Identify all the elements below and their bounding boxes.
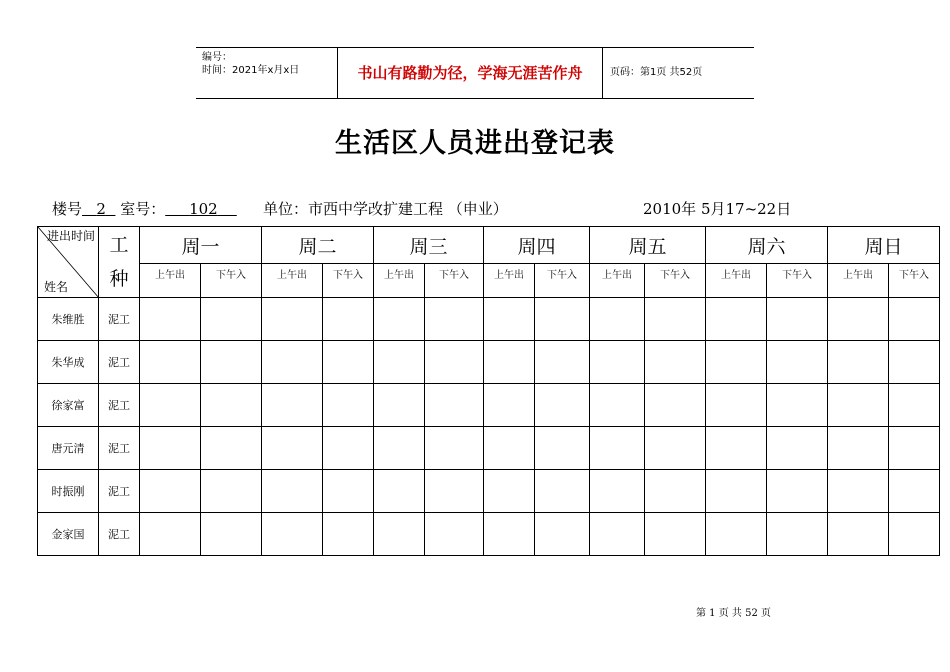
entry-cell[interactable] (828, 470, 889, 513)
worker-name: 金家国 (38, 513, 99, 556)
building-value: 2 (96, 200, 106, 218)
header-meta (196, 48, 338, 98)
entry-cell[interactable] (889, 427, 940, 470)
entry-cell[interactable] (645, 427, 706, 470)
building-label: 楼号 (52, 200, 83, 218)
table-row (38, 341, 940, 384)
sub-header-in: 下午入 (425, 264, 484, 298)
worker-job: 泥工 (99, 384, 140, 427)
entry-cell[interactable] (484, 427, 535, 470)
entry-cell[interactable] (262, 513, 323, 556)
code-label: 编号： (202, 52, 232, 63)
entry-cell[interactable] (706, 470, 767, 513)
worker-name: 朱维胜 (38, 298, 99, 341)
entry-cell[interactable] (374, 427, 425, 470)
entry-cell[interactable] (323, 384, 374, 427)
entry-cell[interactable] (590, 427, 645, 470)
entry-cell[interactable] (262, 470, 323, 513)
sub-header-in: 下午入 (645, 264, 706, 298)
entry-cell[interactable] (535, 341, 590, 384)
entry-cell[interactable] (425, 513, 484, 556)
entry-cell[interactable] (767, 298, 828, 341)
entry-cell[interactable] (262, 427, 323, 470)
entry-cell[interactable] (425, 427, 484, 470)
sub-header-out: 上午出 (484, 264, 535, 298)
table-row (38, 470, 940, 513)
entry-cell[interactable] (767, 427, 828, 470)
day-header: 周六 (706, 227, 828, 264)
entry-cell[interactable] (201, 470, 262, 513)
day-header: 周四 (484, 227, 590, 264)
motto: 书山有路勤为径，学海无涯苦作舟 (338, 48, 603, 98)
corner-top-label: 进出时间 (46, 229, 95, 243)
entry-cell[interactable] (706, 513, 767, 556)
job-header-label: 工种 (109, 234, 129, 290)
entry-cell[interactable] (590, 298, 645, 341)
entry-cell[interactable] (374, 513, 425, 556)
date-range: 2010年 5月17~22日 (643, 200, 792, 218)
sub-header-in: 下午入 (323, 264, 374, 298)
sub-header-in: 下午入 (201, 264, 262, 298)
worker-job: 泥工 (99, 427, 140, 470)
entry-cell[interactable] (645, 341, 706, 384)
entry-cell[interactable] (374, 470, 425, 513)
entry-cell[interactable] (535, 298, 590, 341)
entry-cell[interactable] (706, 341, 767, 384)
corner-header-cell (38, 227, 99, 298)
table-row (38, 513, 940, 556)
entry-cell[interactable] (484, 341, 535, 384)
entry-cell[interactable] (767, 513, 828, 556)
entry-cell[interactable] (201, 513, 262, 556)
worker-name: 朱华成 (38, 341, 99, 384)
entry-cell[interactable] (706, 384, 767, 427)
entry-cell[interactable] (706, 298, 767, 341)
entry-cell[interactable] (262, 298, 323, 341)
entry-cell[interactable] (374, 384, 425, 427)
entry-cell[interactable] (484, 298, 535, 341)
entry-cell[interactable] (535, 470, 590, 513)
worker-name: 时振刚 (38, 470, 99, 513)
sub-header-out: 上午出 (374, 264, 425, 298)
entry-cell[interactable] (889, 341, 940, 384)
entry-cell[interactable] (590, 513, 645, 556)
entry-cell[interactable] (535, 513, 590, 556)
day-header: 周一 (140, 227, 262, 264)
entry-cell[interactable] (590, 384, 645, 427)
building-info (52, 198, 237, 219)
entry-cell[interactable] (374, 298, 425, 341)
document-header (196, 47, 754, 99)
entry-cell[interactable] (889, 513, 940, 556)
entry-cell[interactable] (484, 384, 535, 427)
sub-header-out: 上午出 (590, 264, 645, 298)
entry-cell[interactable] (828, 384, 889, 427)
entry-cell[interactable] (201, 427, 262, 470)
entry-cell[interactable] (706, 427, 767, 470)
entry-cell[interactable] (889, 470, 940, 513)
entry-cell[interactable] (374, 341, 425, 384)
day-header: 周五 (590, 227, 706, 264)
entry-cell[interactable] (767, 384, 828, 427)
entry-cell[interactable] (828, 513, 889, 556)
entry-cell[interactable] (828, 298, 889, 341)
sub-header-out: 上午出 (706, 264, 767, 298)
entry-cell[interactable] (645, 384, 706, 427)
entry-cell[interactable] (323, 427, 374, 470)
entry-cell[interactable] (425, 341, 484, 384)
entry-cell[interactable] (262, 384, 323, 427)
worker-name: 徐家富 (38, 384, 99, 427)
page-label: 页码：第1页 共52页 (610, 67, 703, 78)
entry-cell[interactable] (425, 470, 484, 513)
entry-cell[interactable] (201, 384, 262, 427)
entry-cell[interactable] (767, 470, 828, 513)
entry-cell[interactable] (828, 427, 889, 470)
register-table (37, 226, 940, 556)
entry-cell[interactable] (645, 513, 706, 556)
sub-header-in: 下午入 (889, 264, 940, 298)
worker-job: 泥工 (99, 513, 140, 556)
table-row (38, 298, 940, 341)
day-header: 周日 (828, 227, 940, 264)
worker-name: 唐元清 (38, 427, 99, 470)
entry-cell[interactable] (590, 470, 645, 513)
entry-cell[interactable] (140, 384, 201, 427)
worker-job: 泥工 (99, 298, 140, 341)
entry-cell[interactable] (645, 470, 706, 513)
time-label: 时间：2021年x月x日 (202, 65, 300, 76)
entry-cell[interactable] (590, 341, 645, 384)
entry-cell[interactable] (425, 298, 484, 341)
entry-cell[interactable] (828, 341, 889, 384)
unit-info: 单位：市西中学改扩建工程 （申业） (263, 200, 508, 218)
entry-cell[interactable] (323, 470, 374, 513)
room-value: 102 (189, 200, 218, 218)
entry-cell[interactable] (889, 384, 940, 427)
table-body (38, 298, 940, 556)
sub-header-out: 上午出 (140, 264, 201, 298)
sub-header-out: 上午出 (262, 264, 323, 298)
entry-cell[interactable] (201, 341, 262, 384)
table-row (38, 384, 940, 427)
job-header (99, 227, 140, 298)
entry-cell[interactable] (535, 384, 590, 427)
entry-cell[interactable] (323, 513, 374, 556)
entry-cell[interactable] (140, 470, 201, 513)
sub-header-out: 上午出 (828, 264, 889, 298)
entry-cell[interactable] (201, 298, 262, 341)
table-row (38, 427, 940, 470)
entry-cell[interactable] (645, 298, 706, 341)
sub-header-in: 下午入 (767, 264, 828, 298)
entry-cell[interactable] (140, 513, 201, 556)
entry-cell[interactable] (889, 298, 940, 341)
entry-cell[interactable] (484, 513, 535, 556)
entry-cell[interactable] (323, 298, 374, 341)
entry-cell[interactable] (535, 427, 590, 470)
day-header: 周三 (374, 227, 484, 264)
worker-job: 泥工 (99, 470, 140, 513)
corner-bottom-label: 姓名 (44, 280, 69, 294)
entry-cell[interactable] (323, 341, 374, 384)
page-footer: 第 1 页 共 52 页 (696, 608, 771, 619)
room-label: 室号： (120, 200, 166, 218)
entry-cell[interactable] (262, 341, 323, 384)
worker-job: 泥工 (99, 341, 140, 384)
entry-cell[interactable] (484, 470, 535, 513)
entry-cell[interactable] (425, 384, 484, 427)
sub-header-in: 下午入 (535, 264, 590, 298)
day-header: 周二 (262, 227, 374, 264)
entry-cell[interactable] (140, 341, 201, 384)
entry-cell[interactable] (140, 298, 201, 341)
entry-cell[interactable] (767, 341, 828, 384)
entry-cell[interactable] (140, 427, 201, 470)
page-title: 生活区人员进出登记表 (335, 128, 615, 159)
